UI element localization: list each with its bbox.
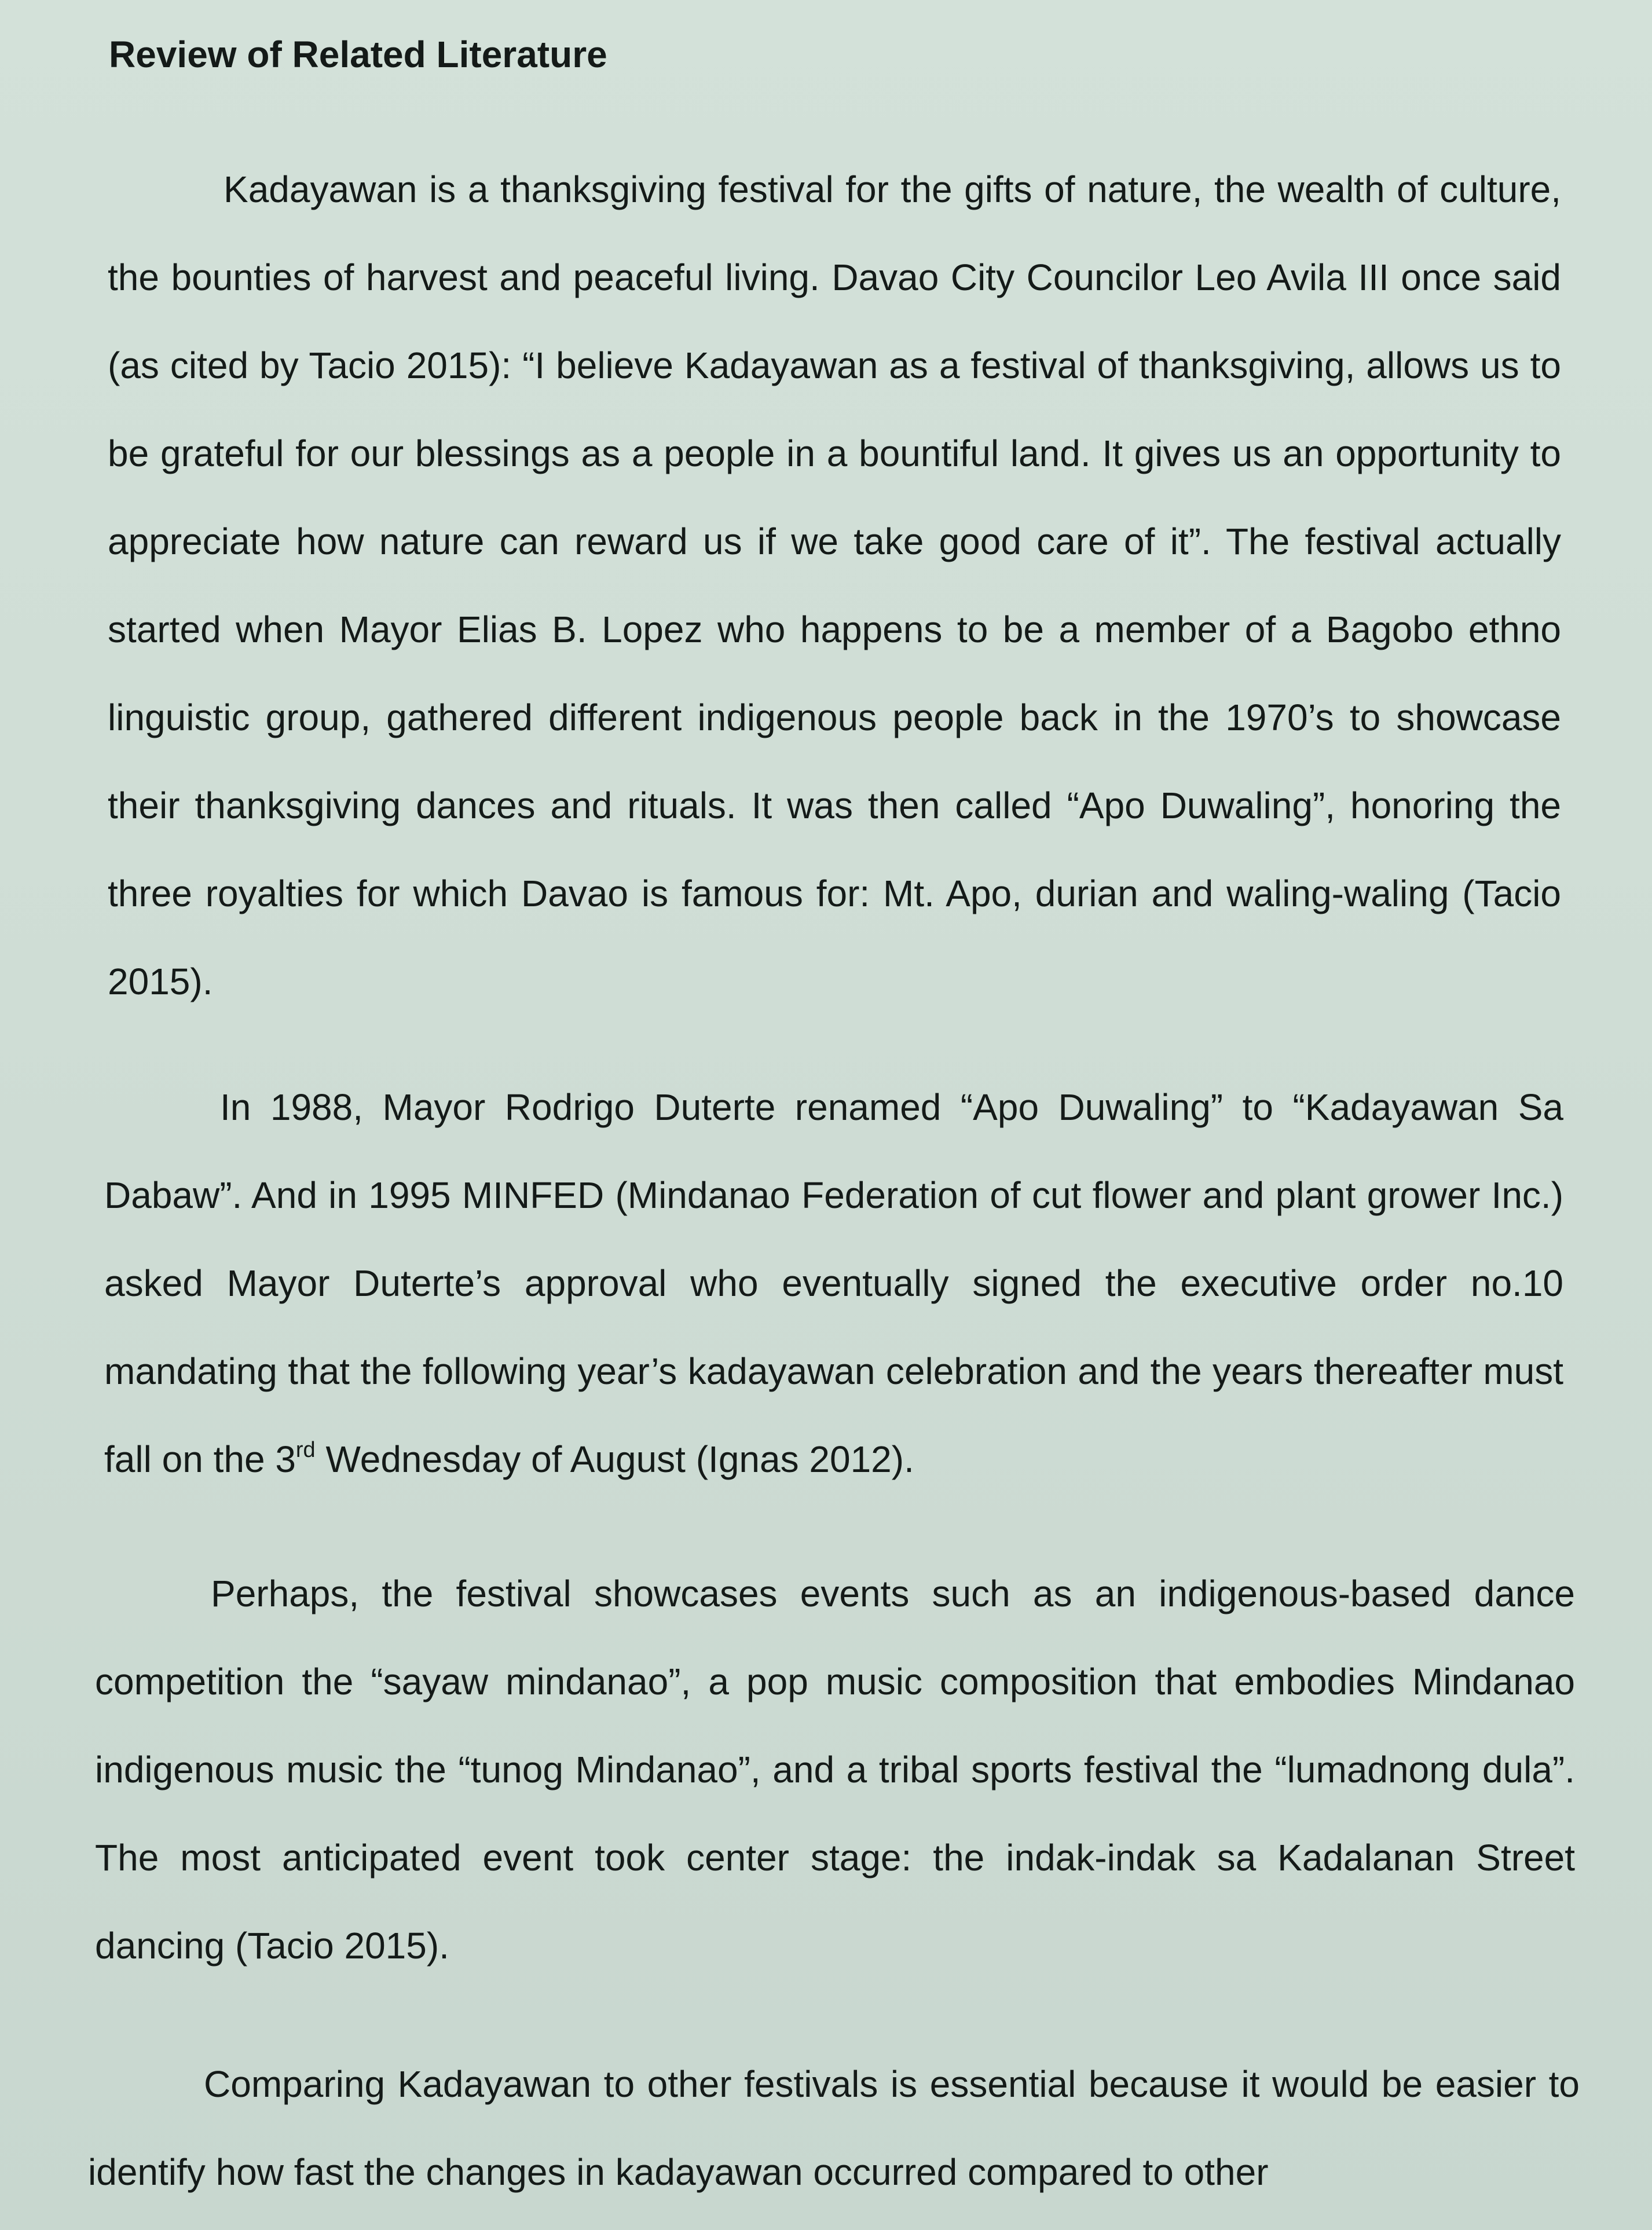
paragraph-text-start: In 1988, Mayor Rodrigo Duterte renamed “Apo Duwaling” to “Kadayawan Sa Dabaw”. And in 1995 MINFED (Mindanao Federation of cut flower and plant grower Inc.) asked Mayor Duterte’s approval who eventually signed the executive order no.10 mandating that the following year’s kadayawan celebration and the years thereafter must fall on the 3 (104, 1086, 1563, 1480)
paragraph-comparison: Comparing Kadayawan to other festivals is essential because it would be easier to identify how fast the changes in kadayawan occurred compared to other (88, 2063, 1580, 2193)
ordinal-superscript: rd (295, 1438, 316, 1462)
section-heading: Review of Related Literature (109, 34, 607, 75)
paragraph-festival-events: Perhaps, the festival showcases events such as an indigenous-based dance competition the “sayaw mindanao”, a pop music composition that embodies Mindanao indigenous music the “tunog Mindanao”, and a tribal sports festival the “lumadnong dula”. The most anticipated event took center stage: the indak-indak sa Kadalanan Street dancing (Tacio 2015). (95, 1573, 1575, 1967)
paragraph-text-end: Wednesday of August (Ignas 2012). (315, 1438, 914, 1480)
paragraph-kadayawan-origins: Kadayawan is a thanksgiving festival for the gifts of nature, the wealth of culture, the bounties of harvest and peaceful living. Davao City Councilor Leo Avila III once said (as cited by Tacio 2015): “I believe Kadayawan as a festival of thanksgiving, allows us to be grateful for our blessings as a people in a bountiful land. It gives us an opportunity to appreciate how nature can reward us if we take good care of it”. The festival actually started when Mayor Elias B. Lopez who happens to be a member of a Bagobo ethno linguistic group, gathered different indigenous people back in the 1970’s to showcase their thanksgiving dances and rituals. It was then called “Apo Duwaling”, honoring the three royalties for which Davao is famous for: Mt. Apo, durian and waling-waling (Tacio 2015). (108, 169, 1561, 1002)
paragraph-renaming-history (104, 1063, 1563, 1503)
